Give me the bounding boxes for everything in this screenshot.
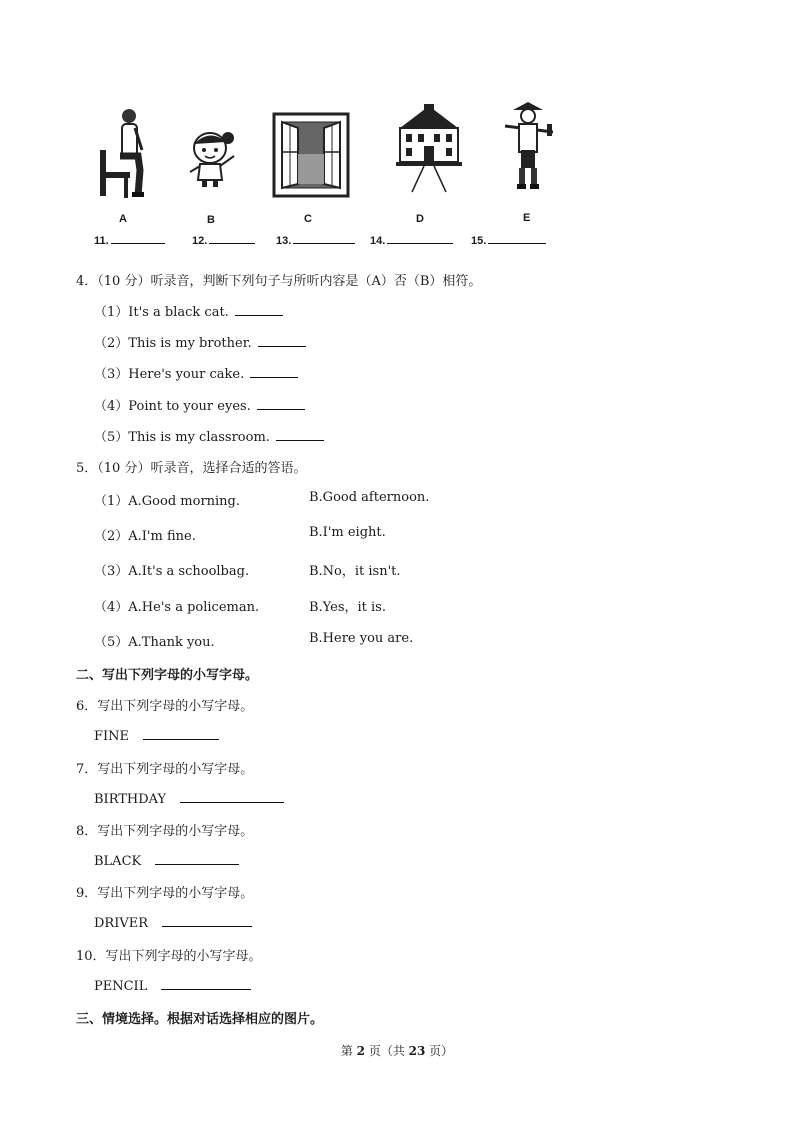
answer-line (488, 233, 546, 244)
picture-girl-waving (184, 126, 240, 188)
q5-option-b[interactable]: B.No，it isn't. (309, 564, 401, 579)
picture-letter: B (207, 214, 215, 226)
page-footer: 第 2 页（共 23 页） (340, 1044, 454, 1058)
q5-option-a[interactable]: （3）A.It's a schoolbag. (94, 564, 250, 579)
answer-line[interactable] (250, 365, 298, 378)
answer-blank-11[interactable]: 11. (94, 233, 165, 247)
q5-option-b[interactable]: B.Yes，it is. (309, 600, 386, 615)
question-9-title: 9．写出下列字母的小写字母。 (76, 886, 254, 901)
question-6-title: 6．写出下列字母的小写字母。 (76, 699, 254, 714)
answer-line (209, 233, 255, 244)
q5-option-a[interactable]: （4）A.He's a policeman. (94, 600, 260, 615)
q4-item-5: （5）This is my classroom. (94, 426, 324, 445)
q4-item-3: （3）Here's your cake. (94, 363, 298, 382)
page-total: 23 (408, 1044, 426, 1058)
question-8-word: BLACK (94, 852, 239, 869)
answer-line[interactable] (143, 727, 219, 740)
answer-blank-15[interactable]: 15. (471, 233, 546, 247)
picture-letter: A (119, 213, 127, 225)
answer-line[interactable] (257, 397, 305, 410)
section-3-title: 三、情境选择。根据对话选择相应的图片。 (76, 1012, 324, 1027)
answer-line[interactable] (258, 334, 306, 347)
section-2-title: 二、写出下列字母的小写字母。 (76, 668, 259, 683)
q5-option-a[interactable]: （1）A.Good morning. (94, 494, 241, 509)
q5-option-a[interactable]: （2）A.I'm fine. (94, 529, 196, 544)
answer-line[interactable] (276, 428, 324, 441)
answer-blank-12[interactable]: 12. (192, 233, 255, 247)
answer-line[interactable] (155, 852, 239, 865)
question-10-word: PENCIL (94, 977, 251, 994)
q4-item-4: （4）Point to your eyes. (94, 395, 305, 414)
q5-option-a[interactable]: （5）A.Thank you. (94, 635, 215, 650)
q4-item-1: （1）It's a black cat. (94, 301, 283, 320)
picture-man-sitting (98, 106, 158, 202)
answer-blank-14[interactable]: 14. (370, 233, 453, 247)
q5-option-b[interactable]: B.Here you are. (309, 631, 414, 646)
question-4-title: 4．（10 分）听录音，判断下列句子与所听内容是（A）否（B）相符。 (76, 274, 482, 289)
answer-line[interactable] (161, 977, 251, 990)
answer-line[interactable] (180, 790, 284, 803)
question-5-title: 5．（10 分）听录音，选择合适的答语。 (76, 461, 307, 476)
picture-school-building (394, 102, 464, 194)
question-9-word: DRIVER (94, 914, 252, 931)
picture-letter: D (416, 213, 424, 225)
question-6-word: FINE (94, 727, 219, 744)
answer-line[interactable] (235, 303, 283, 316)
picture-open-window (272, 112, 350, 198)
answer-line (387, 233, 453, 244)
q5-option-b[interactable]: B.Good afternoon. (309, 490, 430, 505)
question-8-title: 8．写出下列字母的小写字母。 (76, 824, 254, 839)
question-7-word: BIRTHDAY (94, 790, 284, 807)
answer-blank-13[interactable]: 13. (276, 233, 355, 247)
answer-line (293, 233, 355, 244)
answer-line (111, 233, 165, 244)
question-7-title: 7．写出下列字母的小写字母。 (76, 762, 254, 777)
q5-option-b[interactable]: B.I'm eight. (309, 525, 386, 540)
answer-line[interactable] (162, 914, 252, 927)
question-10-title: 10．写出下列字母的小写字母。 (76, 949, 262, 964)
picture-letter: C (304, 213, 312, 225)
page-number: 2 (356, 1044, 365, 1058)
picture-farmer (503, 100, 553, 192)
q4-item-2: （2）This is my brother. (94, 332, 306, 351)
picture-letter: E (523, 212, 531, 224)
